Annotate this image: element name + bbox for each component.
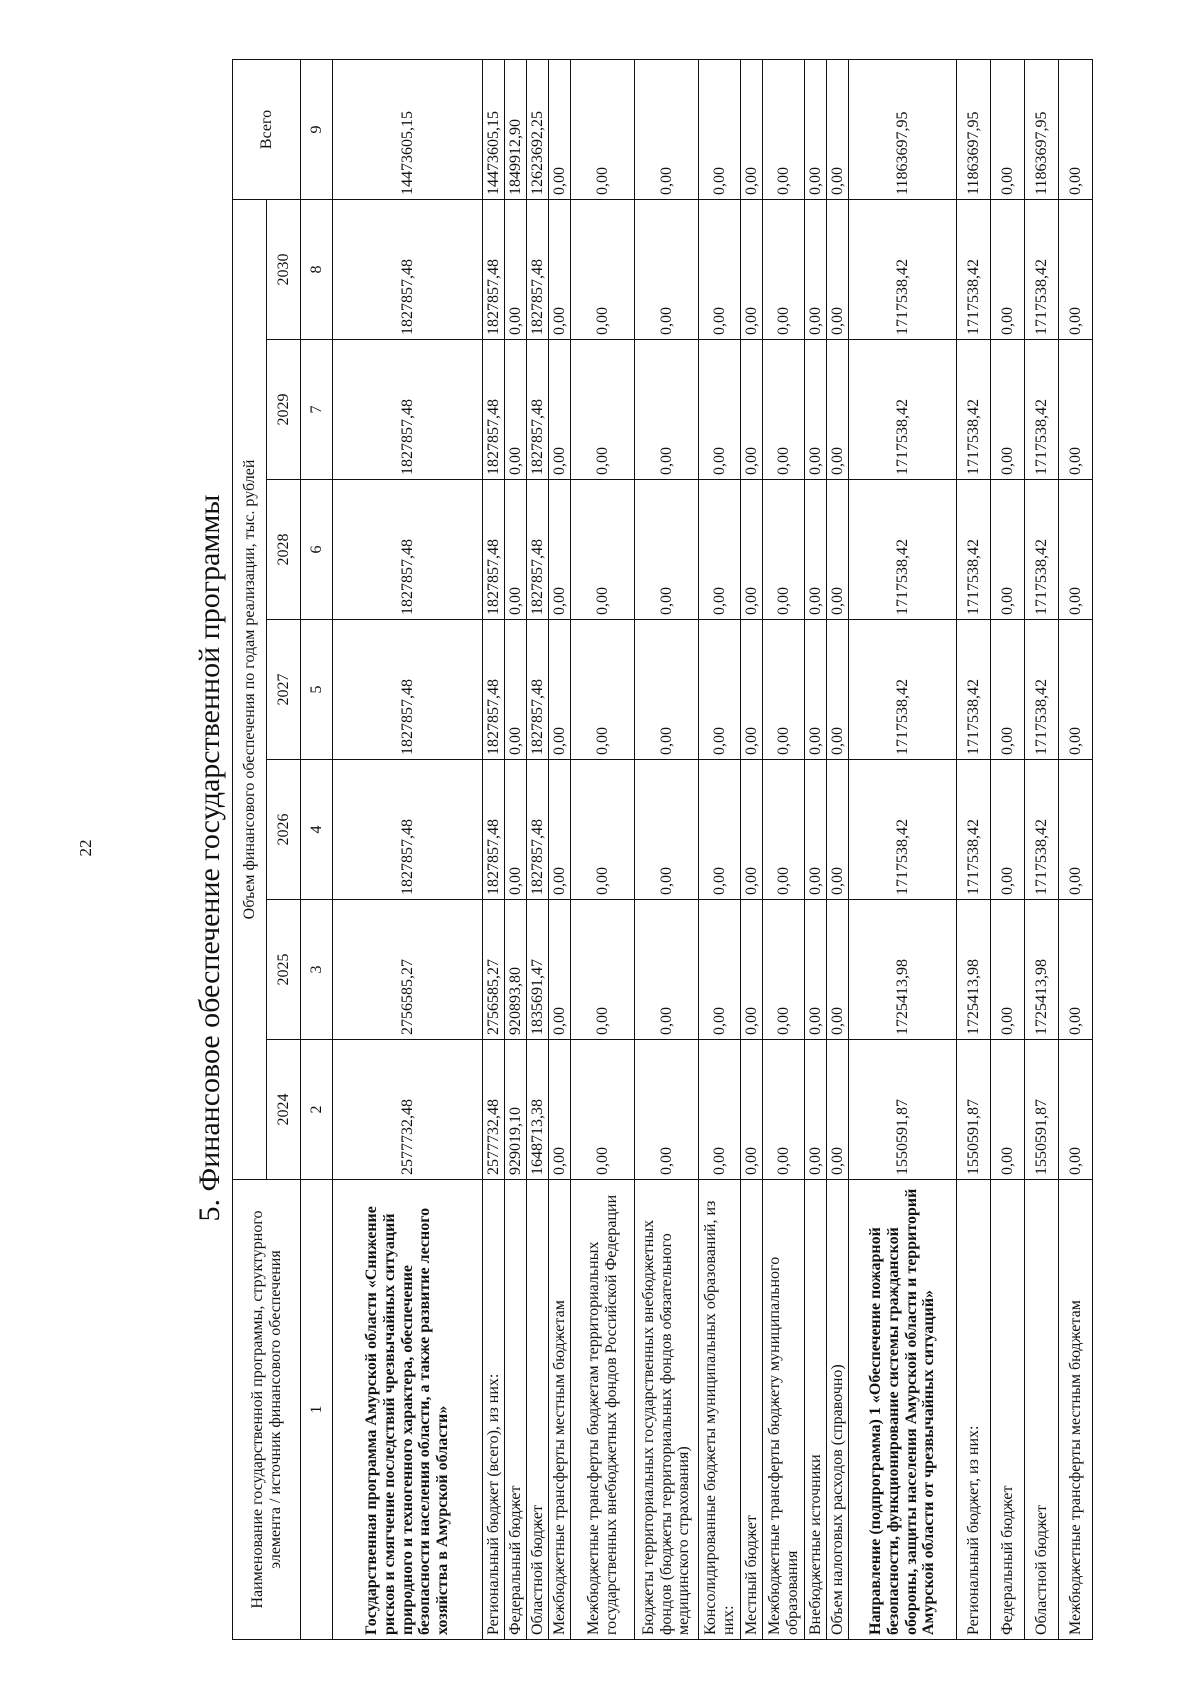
value-cell: 0,00 [505, 760, 527, 900]
column-index: 2 [301, 1040, 333, 1180]
column-header-name: Наименование государственной программы, структурного элемента / источник финансового обеспечения [233, 1180, 301, 1640]
value-cell: 1717538,42 [849, 480, 957, 620]
value-cell: 1827857,48 [527, 480, 549, 620]
column-header-year: 2026 [267, 760, 301, 900]
value-cell: 0,00 [549, 59, 571, 199]
row-label: Региональный бюджет (всего), из них: [483, 1180, 505, 1640]
value-cell: 0,00 [571, 199, 635, 339]
value-cell: 0,00 [549, 620, 571, 760]
value-cell: 0,00 [635, 900, 699, 1040]
column-index: 8 [301, 199, 333, 339]
value-cell: 0,00 [1059, 760, 1093, 900]
value-cell: 2756585,27 [483, 900, 505, 1040]
value-cell: 2577732,48 [483, 1040, 505, 1180]
value-cell: 1827857,48 [483, 480, 505, 620]
table-row [505, 59, 527, 1639]
column-header-year: 2024 [267, 1040, 301, 1180]
value-cell: 0,00 [991, 1040, 1025, 1180]
row-label: Федеральный бюджет [505, 1180, 527, 1640]
value-cell: 0,00 [991, 620, 1025, 760]
table-row [805, 59, 827, 1639]
value-cell: 0,00 [635, 59, 699, 199]
row-label: Межбюджетные трансферты местным бюджетам [1059, 1180, 1093, 1640]
value-cell: 1717538,42 [849, 620, 957, 760]
value-cell: 0,00 [549, 199, 571, 339]
value-cell: 0,00 [741, 199, 763, 339]
value-cell: 1717538,42 [957, 760, 991, 900]
value-cell: 0,00 [991, 59, 1025, 199]
value-cell: 0,00 [827, 620, 849, 760]
value-cell: 0,00 [805, 59, 827, 199]
table-row [957, 59, 991, 1639]
value-cell: 1827857,48 [333, 760, 483, 900]
value-cell: 0,00 [741, 900, 763, 1040]
table-row [549, 59, 571, 1639]
value-cell: 0,00 [699, 59, 741, 199]
value-cell: 0,00 [699, 900, 741, 1040]
value-cell: 1827857,48 [527, 199, 549, 339]
value-cell: 0,00 [741, 1040, 763, 1180]
value-cell: 0,00 [827, 59, 849, 199]
value-cell: 0,00 [571, 59, 635, 199]
row-label: Объем налоговых расходов (справочно) [827, 1180, 849, 1640]
table-row [635, 59, 699, 1639]
value-cell: 2577732,48 [333, 1040, 483, 1180]
value-cell: 0,00 [699, 1040, 741, 1180]
value-cell: 1827857,48 [333, 480, 483, 620]
value-cell: 0,00 [991, 760, 1025, 900]
value-cell: 0,00 [635, 199, 699, 339]
value-cell: 0,00 [505, 480, 527, 620]
row-label: Межбюджетные трансферты бюджету муниципального образования [763, 1180, 805, 1640]
value-cell: 0,00 [991, 900, 1025, 1040]
value-cell: 0,00 [635, 620, 699, 760]
value-cell: 0,00 [549, 900, 571, 1040]
row-label: Бюджеты территориальных государственных внебюджетных фондов (бюджеты территориальных фондов обязательного медицинского страхования) [635, 1180, 699, 1640]
value-cell: 0,00 [805, 199, 827, 339]
value-cell: 1835691,47 [527, 900, 549, 1040]
column-index-row [301, 59, 333, 1639]
column-index: 7 [301, 340, 333, 480]
value-cell: 0,00 [699, 480, 741, 620]
value-cell: 0,00 [991, 199, 1025, 339]
value-cell: 0,00 [505, 620, 527, 760]
row-label: Областной бюджет [1025, 1180, 1059, 1640]
value-cell: 1717538,42 [1025, 199, 1059, 339]
value-cell: 0,00 [991, 340, 1025, 480]
column-index: 1 [301, 1180, 333, 1640]
value-cell: 1725413,98 [957, 900, 991, 1040]
value-cell: 1827857,48 [483, 760, 505, 900]
value-cell: 0,00 [635, 480, 699, 620]
value-cell: 1827857,48 [483, 620, 505, 760]
value-cell: 1550591,87 [849, 1040, 957, 1180]
value-cell: 1725413,98 [849, 900, 957, 1040]
value-cell: 11863697,95 [1025, 59, 1059, 199]
value-cell: 1717538,42 [849, 199, 957, 339]
value-cell: 0,00 [635, 1040, 699, 1180]
value-cell: 0,00 [805, 1040, 827, 1180]
value-cell: 0,00 [699, 199, 741, 339]
row-label: Региональный бюджет, из них: [957, 1180, 991, 1640]
page-title: 5. Финансовое обеспечение государственной программы [193, 494, 226, 1222]
funding-table [232, 59, 1093, 1640]
row-label: Межбюджетные трансферты бюджетам территориальных государственных внебюджетных фондов Российской Федерации [571, 1180, 635, 1640]
value-cell: 0,00 [1059, 59, 1093, 199]
value-cell: 0,00 [699, 760, 741, 900]
value-cell: 1717538,42 [957, 480, 991, 620]
column-index: 3 [301, 900, 333, 1040]
value-cell: 0,00 [571, 340, 635, 480]
table-row [1059, 59, 1093, 1639]
table-row [827, 59, 849, 1639]
value-cell: 0,00 [635, 340, 699, 480]
row-label: Внебюджетные источники [805, 1180, 827, 1640]
value-cell: 11863697,95 [849, 59, 957, 199]
value-cell: 1717538,42 [849, 340, 957, 480]
value-cell: 929019,10 [505, 1040, 527, 1180]
column-index: 6 [301, 480, 333, 620]
value-cell: 0,00 [571, 900, 635, 1040]
table-row [741, 59, 763, 1639]
column-header-year: 2025 [267, 900, 301, 1040]
row-label: Консолидированные бюджеты муниципальных образований, из них: [699, 1180, 741, 1640]
value-cell: 0,00 [1059, 480, 1093, 620]
value-cell: 1827857,48 [333, 620, 483, 760]
row-label: Областной бюджет [527, 1180, 549, 1640]
value-cell: 1717538,42 [849, 760, 957, 900]
value-cell: 1827857,48 [527, 620, 549, 760]
table-row [699, 59, 741, 1639]
table-body [333, 59, 1093, 1639]
column-header-total: Всего [233, 59, 301, 199]
column-header-year: 2028 [267, 480, 301, 620]
value-cell: 1717538,42 [1025, 480, 1059, 620]
value-cell: 12623692,25 [527, 59, 549, 199]
value-cell: 1827857,48 [527, 340, 549, 480]
table-row [763, 59, 805, 1639]
value-cell: 0,00 [741, 760, 763, 900]
column-index: 4 [301, 760, 333, 900]
value-cell: 1827857,48 [333, 199, 483, 339]
value-cell: 1827857,48 [527, 760, 549, 900]
column-index: 5 [301, 620, 333, 760]
value-cell: 0,00 [1059, 1040, 1093, 1180]
value-cell: 0,00 [805, 620, 827, 760]
column-header-year: 2030 [267, 199, 301, 339]
value-cell: 1717538,42 [1025, 340, 1059, 480]
value-cell: 0,00 [827, 480, 849, 620]
table-row [1025, 59, 1059, 1639]
value-cell: 0,00 [827, 199, 849, 339]
value-cell: 1717538,42 [957, 199, 991, 339]
value-cell: 0,00 [763, 620, 805, 760]
value-cell: 0,00 [805, 760, 827, 900]
value-cell: 1827857,48 [483, 199, 505, 339]
value-cell: 0,00 [827, 760, 849, 900]
table-row [527, 59, 549, 1639]
value-cell: 0,00 [571, 620, 635, 760]
value-cell: 0,00 [505, 340, 527, 480]
row-label: Межбюджетные трансферты местным бюджетам [549, 1180, 571, 1640]
column-index: 9 [301, 59, 333, 199]
value-cell: 0,00 [763, 480, 805, 620]
value-cell: 0,00 [1059, 620, 1093, 760]
value-cell: 0,00 [805, 900, 827, 1040]
value-cell: 0,00 [549, 340, 571, 480]
table-row [333, 59, 483, 1639]
row-label: Государственная программа Амурской области «Снижение рисков и смягчение последствий чрезвычайных ситуаций природного и техногенного характера, обеспечение безопасности населения области, а также развитие лесного хозяйства в Амурской области» [333, 1180, 483, 1640]
value-cell: 1550591,87 [957, 1040, 991, 1180]
row-label: Федеральный бюджет [991, 1180, 1025, 1640]
value-cell: 1849912,90 [505, 59, 527, 199]
value-cell: 0,00 [549, 760, 571, 900]
row-label: Направление (подпрограмма) 1 «Обеспечение пожарной безопасности, функционирование системы гражданской обороны, защиты населения Амурской области и территорий Амурской области от чрезвычайных ситуаций» [849, 1180, 957, 1640]
value-cell: 1717538,42 [1025, 620, 1059, 760]
value-cell: 1648713,38 [527, 1040, 549, 1180]
value-cell: 0,00 [549, 1040, 571, 1180]
column-group-header: Объем финансового обеспечения по годам реализации, тыс. рублей [233, 199, 267, 1179]
table-row [483, 59, 505, 1639]
value-cell: 14473605,15 [333, 59, 483, 199]
value-cell: 0,00 [741, 340, 763, 480]
value-cell: 0,00 [805, 340, 827, 480]
value-cell: 2756585,27 [333, 900, 483, 1040]
value-cell: 0,00 [699, 340, 741, 480]
value-cell: 0,00 [741, 620, 763, 760]
value-cell: 920893,80 [505, 900, 527, 1040]
table-row [571, 59, 635, 1639]
value-cell: 0,00 [635, 760, 699, 900]
value-cell: 14473605,15 [483, 59, 505, 199]
value-cell: 1717538,42 [957, 620, 991, 760]
value-cell: 0,00 [699, 620, 741, 760]
value-cell: 0,00 [505, 199, 527, 339]
value-cell: 0,00 [827, 1040, 849, 1180]
column-header-year: 2029 [267, 340, 301, 480]
value-cell: 0,00 [763, 1040, 805, 1180]
value-cell: 0,00 [1059, 900, 1093, 1040]
value-cell: 11863697,95 [957, 59, 991, 199]
value-cell: 1717538,42 [1025, 760, 1059, 900]
value-cell: 0,00 [763, 760, 805, 900]
funding-table-container [232, 60, 1084, 1640]
value-cell: 1725413,98 [1025, 900, 1059, 1040]
value-cell: 0,00 [827, 900, 849, 1040]
value-cell: 0,00 [1059, 340, 1093, 480]
page-number: 22 [76, 839, 95, 857]
value-cell: 0,00 [741, 59, 763, 199]
value-cell: 0,00 [763, 199, 805, 339]
value-cell: 0,00 [827, 340, 849, 480]
value-cell: 0,00 [1059, 199, 1093, 339]
row-label: Местный бюджет [741, 1180, 763, 1640]
value-cell: 0,00 [741, 480, 763, 620]
value-cell: 0,00 [571, 760, 635, 900]
column-header-year: 2027 [267, 620, 301, 760]
value-cell: 0,00 [991, 480, 1025, 620]
value-cell: 1827857,48 [483, 340, 505, 480]
value-cell: 1717538,42 [957, 340, 991, 480]
value-cell: 0,00 [763, 340, 805, 480]
value-cell: 0,00 [763, 59, 805, 199]
value-cell: 1827857,48 [333, 340, 483, 480]
value-cell: 0,00 [763, 900, 805, 1040]
value-cell: 0,00 [571, 1040, 635, 1180]
value-cell: 0,00 [571, 480, 635, 620]
value-cell: 0,00 [549, 480, 571, 620]
table-row [991, 59, 1025, 1639]
table-row [849, 59, 957, 1639]
value-cell: 0,00 [805, 480, 827, 620]
value-cell: 1550591,87 [1025, 1040, 1059, 1180]
